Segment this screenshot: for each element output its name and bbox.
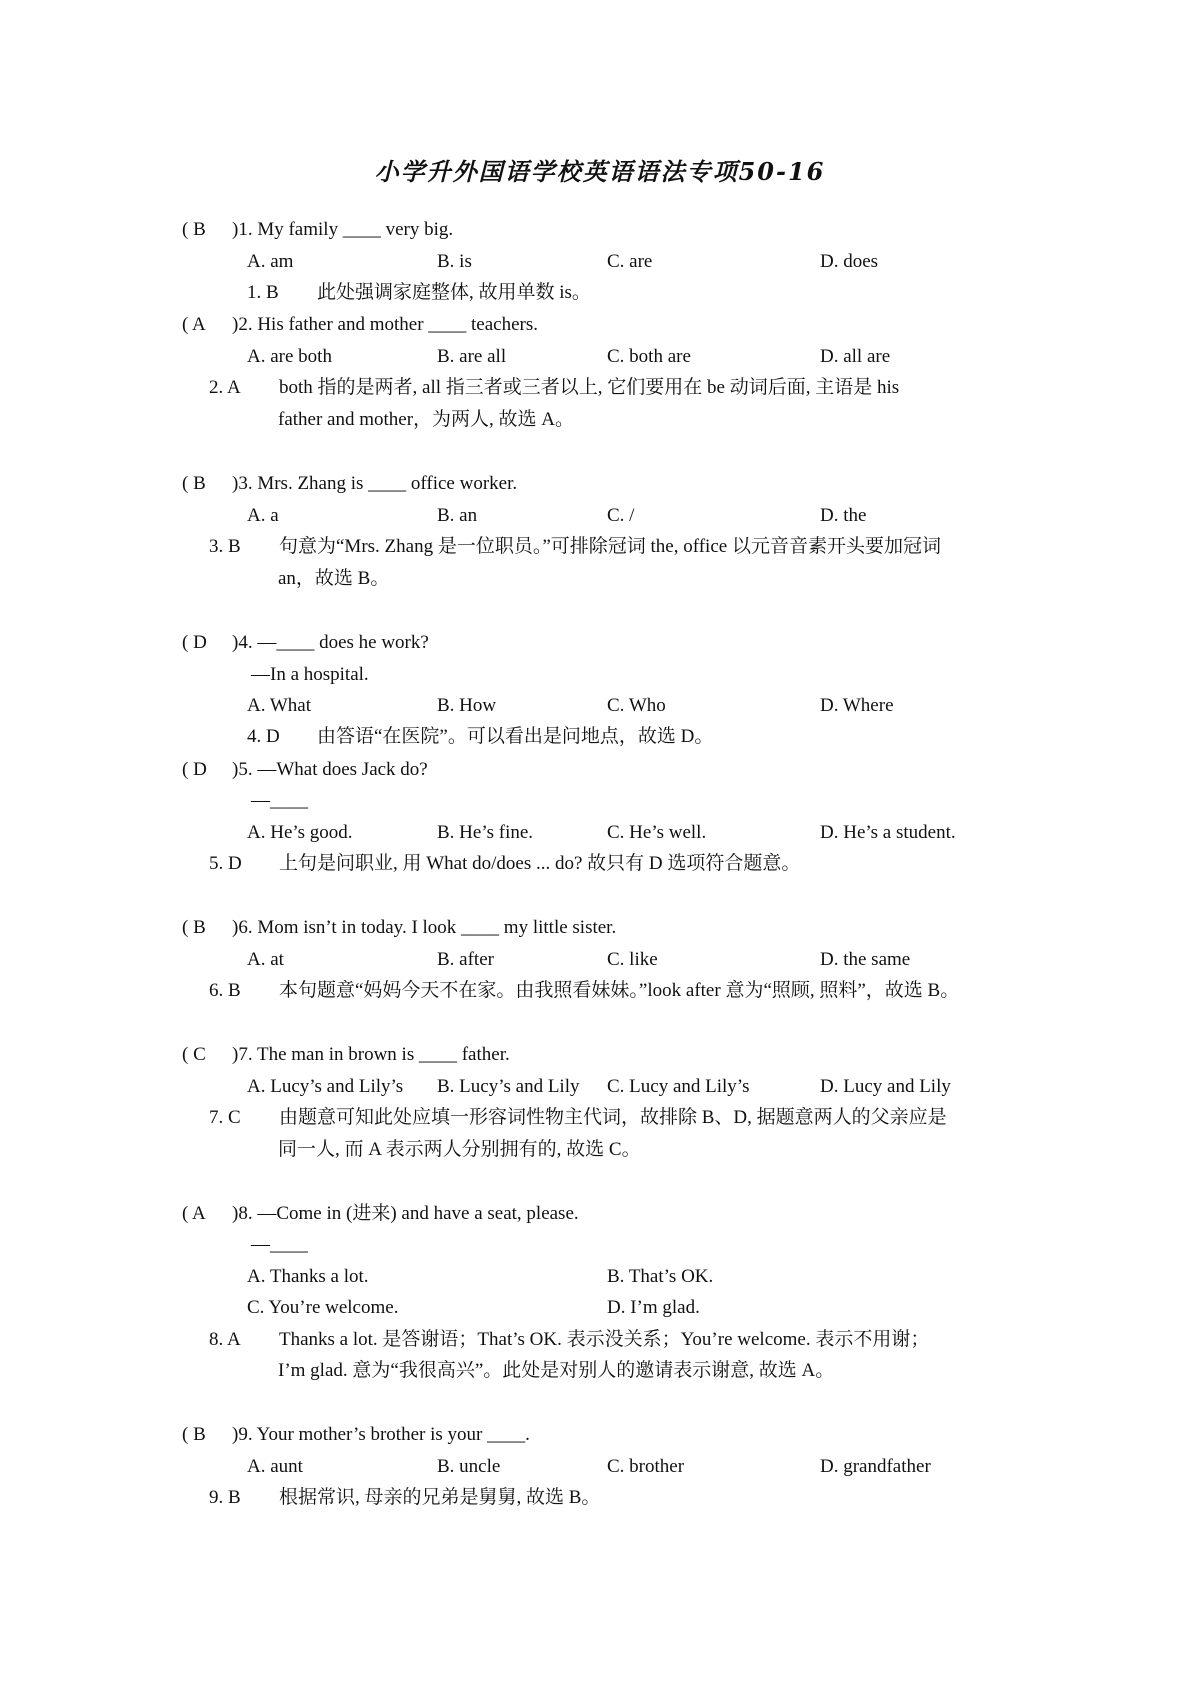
explanation-number: 8. A	[209, 1329, 241, 1350]
option-d: D. all are	[820, 346, 891, 367]
explanation-2	[209, 372, 899, 404]
option-c: C. /	[607, 505, 635, 526]
explanation-number: 3. B	[209, 536, 241, 557]
explanation-5	[209, 848, 800, 880]
answer-label: ( B	[182, 1424, 206, 1445]
dialogue-line: —In a hospital.	[251, 664, 369, 685]
explanation-4	[247, 721, 713, 753]
dialogue-line: —____	[251, 1234, 308, 1255]
dialogue-line: —____	[251, 790, 308, 811]
explanation-1	[247, 277, 591, 309]
question-stem: )8. —Come in (进来) and have a seat, please.	[232, 1203, 579, 1224]
question-stem: )7. The man in brown is ____ father.	[232, 1044, 510, 1065]
question-stem: )9. Your mother’s brother is your ____.	[232, 1424, 530, 1445]
option-b: B. is	[437, 251, 472, 272]
explanation-text: 本句题意“妈妈今天不在家。由我照看妹妹。”look after 意为“照顾, 照料”，故选 B。	[279, 980, 960, 1001]
option-a: A. aunt	[247, 1456, 303, 1477]
explanation-number: 1. B	[247, 282, 279, 303]
explanation-text: 根据常识, 母亲的兄弟是舅舅, 故选 B。	[279, 1487, 601, 1508]
explanation-text: 此处强调家庭整体, 故用单数 is。	[317, 282, 591, 303]
explanation-continued: I’m glad. 意为“我很高兴”。此处是对别人的邀请表示谢意, 故选 A。	[278, 1360, 835, 1381]
answer-label: ( B	[182, 473, 206, 494]
page-title: 小学升外国语学校英语语法专项50-16	[374, 157, 826, 186]
question-stem: )3. Mrs. Zhang is ____ office worker.	[232, 473, 518, 494]
question-stem: )6. Mom isn’t in today. I look ____ my little sister.	[232, 917, 617, 938]
explanation-continued: an，故选 B。	[278, 568, 390, 589]
question-stem: )4. —____ does he work?	[232, 632, 429, 653]
explanation-text: 由题意可知此处应填一形容词性物主代词，故排除 B、D, 据题意两人的父亲应是	[279, 1107, 947, 1128]
answer-label: ( D	[182, 759, 207, 780]
option-d: D. the same	[820, 949, 911, 970]
answer-label: ( B	[182, 219, 206, 240]
option-c: C. both are	[607, 346, 691, 367]
explanation-text: 句意为“Mrs. Zhang 是一位职员。”可排除冠词 the, office 以元音音素开头要加冠词	[279, 536, 941, 557]
explanation-number: 5. D	[209, 853, 242, 874]
answer-label: ( A	[182, 314, 206, 335]
option-a: A. He’s good.	[247, 822, 353, 843]
option-c: C. brother	[607, 1456, 685, 1477]
explanation-text: 上句是问职业, 用 What do/does ... do? 故只有 D 选项符合题意。	[279, 853, 801, 874]
option-b: B. after	[437, 949, 494, 970]
option-c: C. Lucy and Lily’s	[607, 1076, 750, 1097]
explanation-text: both 指的是两者, all 指三者或三者以上, 它们要用在 be 动词后面, 主语是 his	[279, 377, 900, 398]
explanation-9	[209, 1482, 600, 1514]
option-a: A. What	[247, 695, 312, 716]
answer-label: ( D	[182, 632, 207, 653]
explanation-8	[209, 1324, 929, 1356]
option-b: B. That’s OK.	[607, 1266, 714, 1287]
explanation-number: 2. A	[209, 377, 241, 398]
option-d: D. He’s a student.	[820, 822, 956, 843]
explanation-text: 由答语“在医院”。可以看出是问地点，故选 D。	[317, 726, 714, 747]
option-d: D. I’m glad.	[607, 1297, 700, 1318]
question-5	[182, 754, 428, 786]
question-4	[182, 627, 429, 659]
option-b: B. How	[437, 695, 497, 716]
question-8	[182, 1198, 579, 1230]
explanation-continued: father and mother，为两人, 故选 A。	[278, 409, 575, 430]
explanation-number: 9. B	[209, 1487, 241, 1508]
option-d: D. does	[820, 251, 879, 272]
question-stem: )1. My family ____ very big.	[232, 219, 454, 240]
question-2	[182, 309, 538, 341]
question-9	[182, 1419, 530, 1451]
option-d: D. the	[820, 505, 867, 526]
option-d: D. grandfather	[820, 1456, 931, 1477]
explanation-6	[209, 975, 959, 1007]
option-c: C. like	[607, 949, 658, 970]
option-d: D. Where	[820, 695, 894, 716]
question-stem: )2. His father and mother ____ teachers.	[232, 314, 539, 335]
option-a: A. Lucy’s and Lily’s	[247, 1076, 404, 1097]
explanation-continued: 同一人, 而 A 表示两人分别拥有的, 故选 C。	[278, 1139, 641, 1160]
option-a: A. Thanks a lot.	[247, 1266, 369, 1287]
option-c: C. You’re welcome.	[247, 1297, 399, 1318]
explanation-number: 7. C	[209, 1107, 241, 1128]
option-c: C. Who	[607, 695, 666, 716]
answer-label: ( B	[182, 917, 206, 938]
option-b: B. Lucy’s and Lily	[437, 1076, 580, 1097]
question-1	[182, 214, 453, 246]
option-a: A. a	[247, 505, 279, 526]
option-a: A. at	[247, 949, 284, 970]
question-6	[182, 912, 616, 944]
question-stem: )5. —What does Jack do?	[232, 759, 428, 780]
question-3	[182, 468, 517, 500]
explanation-number: 6. B	[209, 980, 241, 1001]
option-b: B. an	[437, 505, 478, 526]
option-b: B. He’s fine.	[437, 822, 534, 843]
option-b: B. are all	[437, 346, 507, 367]
option-b: B. uncle	[437, 1456, 501, 1477]
explanation-text: Thanks a lot. 是答谢语；That’s OK. 表示没关系；You’re welcome. 表示不用谢；	[279, 1329, 930, 1350]
option-a: A. are both	[247, 346, 332, 367]
explanation-3	[209, 531, 941, 563]
option-a: A. am	[247, 251, 294, 272]
explanation-7	[209, 1102, 947, 1134]
explanation-number: 4. D	[247, 726, 280, 747]
option-d: D. Lucy and Lily	[820, 1076, 951, 1097]
question-7	[182, 1039, 510, 1071]
answer-label: ( C	[182, 1044, 206, 1065]
answer-label: ( A	[182, 1203, 206, 1224]
option-c: C. are	[607, 251, 653, 272]
option-c: C. He’s well.	[607, 822, 707, 843]
